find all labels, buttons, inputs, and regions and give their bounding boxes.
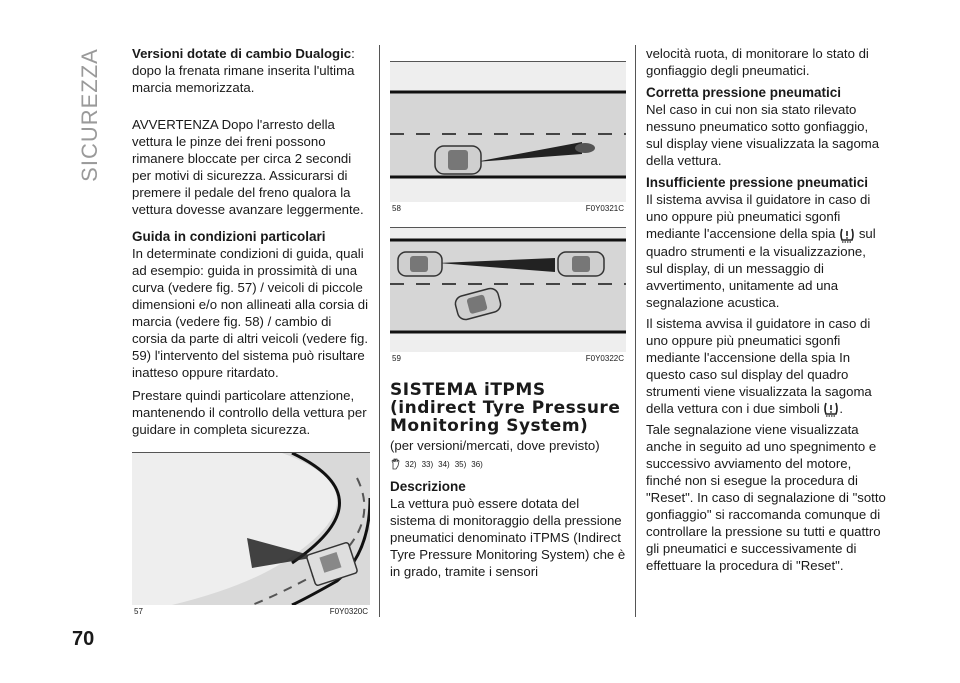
- particolari-paragraph: In determinate condizioni di guida, quali ad esempio: guida in prossimità di una curva (vedere fig. 57) / veicoli di piccole dimensioni e/o non allineati alla corsia di marcia (vedere fig. 58) / cambio di corsia da parte di altri veicoli (vedere fig. 59) l'intervento del sistema può risultare inatteso oppure ritardato.: [132, 246, 369, 380]
- tyre-pressure-warning-icon: [823, 401, 839, 417]
- reference-list: [390, 458, 626, 470]
- dualogic-paragraph: Versioni dotate di cambio Dualogic: dopo la frenata rimane inserita l'ultima marcia memorizzata.: [132, 46, 355, 95]
- heading-descrizione: Descrizione: [390, 479, 466, 494]
- page-number: 70: [72, 628, 95, 650]
- column-2: [390, 45, 626, 580]
- ref-33[interactable]: 33): [421, 459, 434, 469]
- corretta-paragraph: Nel caso in cui non sia stato rilevato nessuno pneumatico sotto gonfiaggio, sul display viene visualizzata la sagoma della vettura.: [646, 102, 880, 168]
- heading-corretta-pressione: Corretta pressione pneumatici: [646, 85, 842, 100]
- column-3: [646, 45, 886, 574]
- insufficiente-paragraph-1: Il sistema avvisa il guidatore in caso di uno oppure più pneumatici sgonfi mediante l'accensione della spia sul quadro strumenti e la visualizzazione, sul display, di un messaggio di avvertimento, unitamente ad una segnalazione acustica.: [646, 192, 876, 310]
- versions-note: (per versioni/mercati, dove previsto): [390, 438, 600, 453]
- column-divider: [635, 45, 636, 617]
- lane-change-illustration: [390, 228, 626, 352]
- heading-itpms: SISTEMA iTPMS (indirect Tyre Pressure Monitoring System): [390, 380, 621, 436]
- small-vehicle-illustration: [390, 62, 626, 202]
- figure-59-number: 59: [392, 354, 401, 363]
- tale-paragraph: Tale segnalazione viene visualizzata anche in seguito ad uno spegnimento e successivo avviamento del motore, finché non si esegue la procedura di "Reset". In caso di segnalazione di "sotto gonfiaggio" si raccomanda comunque di controllare la pressione su tutti e quattro gli pneumatici e successivamente di effettuare la procedura di "Reset".: [646, 422, 886, 574]
- figure-57-code: F0Y0320C: [329, 607, 368, 616]
- attenzione-paragraph: Prestare quindi particolare attenzione, mantenendo il controllo della vettura per guidare in completa sicurezza.: [132, 388, 367, 437]
- heading-insufficiente-pressione: Insufficiente pressione pneumatici: [646, 175, 869, 190]
- ref-36[interactable]: 36): [471, 459, 483, 469]
- figure-57-number: 57: [134, 607, 143, 616]
- ref-34[interactable]: 34): [438, 459, 450, 469]
- insufficiente-paragraph-2: Il sistema avvisa il guidatore in caso di uno oppure più pneumatici sgonfi mediante l'accensione della spia In questo caso sul display del quadro strumenti viene visualizzata la sagoma della vettura con i due simboli .: [646, 315, 872, 416]
- ref-35[interactable]: 35): [454, 459, 467, 469]
- figure-58-number: 58: [392, 204, 401, 213]
- column-divider: [379, 45, 380, 617]
- heading-condizioni-particolari: Guida in condizioni particolari: [132, 229, 326, 244]
- figure-58-code: F0Y0321C: [585, 204, 624, 213]
- tyre-pressure-warning-icon: [839, 227, 855, 243]
- continuation-paragraph: velocità ruota, di monitorare lo stato di gonfiaggio degli pneumatici.: [646, 46, 869, 78]
- figure-58: [390, 61, 626, 213]
- column-1: [132, 45, 370, 616]
- avvertenza-paragraph: AVVERTENZA Dopo l'arresto della vettura le pinze dei freni possono rimanere bloccate per circa 2 secondi per motivi di sicurezza. Assicurarsi di premere il pedale del freno qualora la vettura dovesse avanzare leggermente.: [132, 117, 364, 217]
- figure-59-code: F0Y0322C: [585, 354, 624, 363]
- figure-57: [132, 452, 370, 616]
- ref-32[interactable]: 32): [405, 459, 417, 469]
- descrizione-paragraph: La vettura può essere dotata del sistema di monitoraggio della pressione pneumatici denominato iTPMS (Indirect Tyre Pressure Monitoring System) che è in grado, tramite i sensori: [390, 496, 626, 579]
- curve-road-illustration: [132, 453, 370, 605]
- warning-hand-icon: [390, 458, 400, 470]
- section-label: SICUREZZA: [77, 48, 102, 182]
- figure-59: [390, 227, 626, 363]
